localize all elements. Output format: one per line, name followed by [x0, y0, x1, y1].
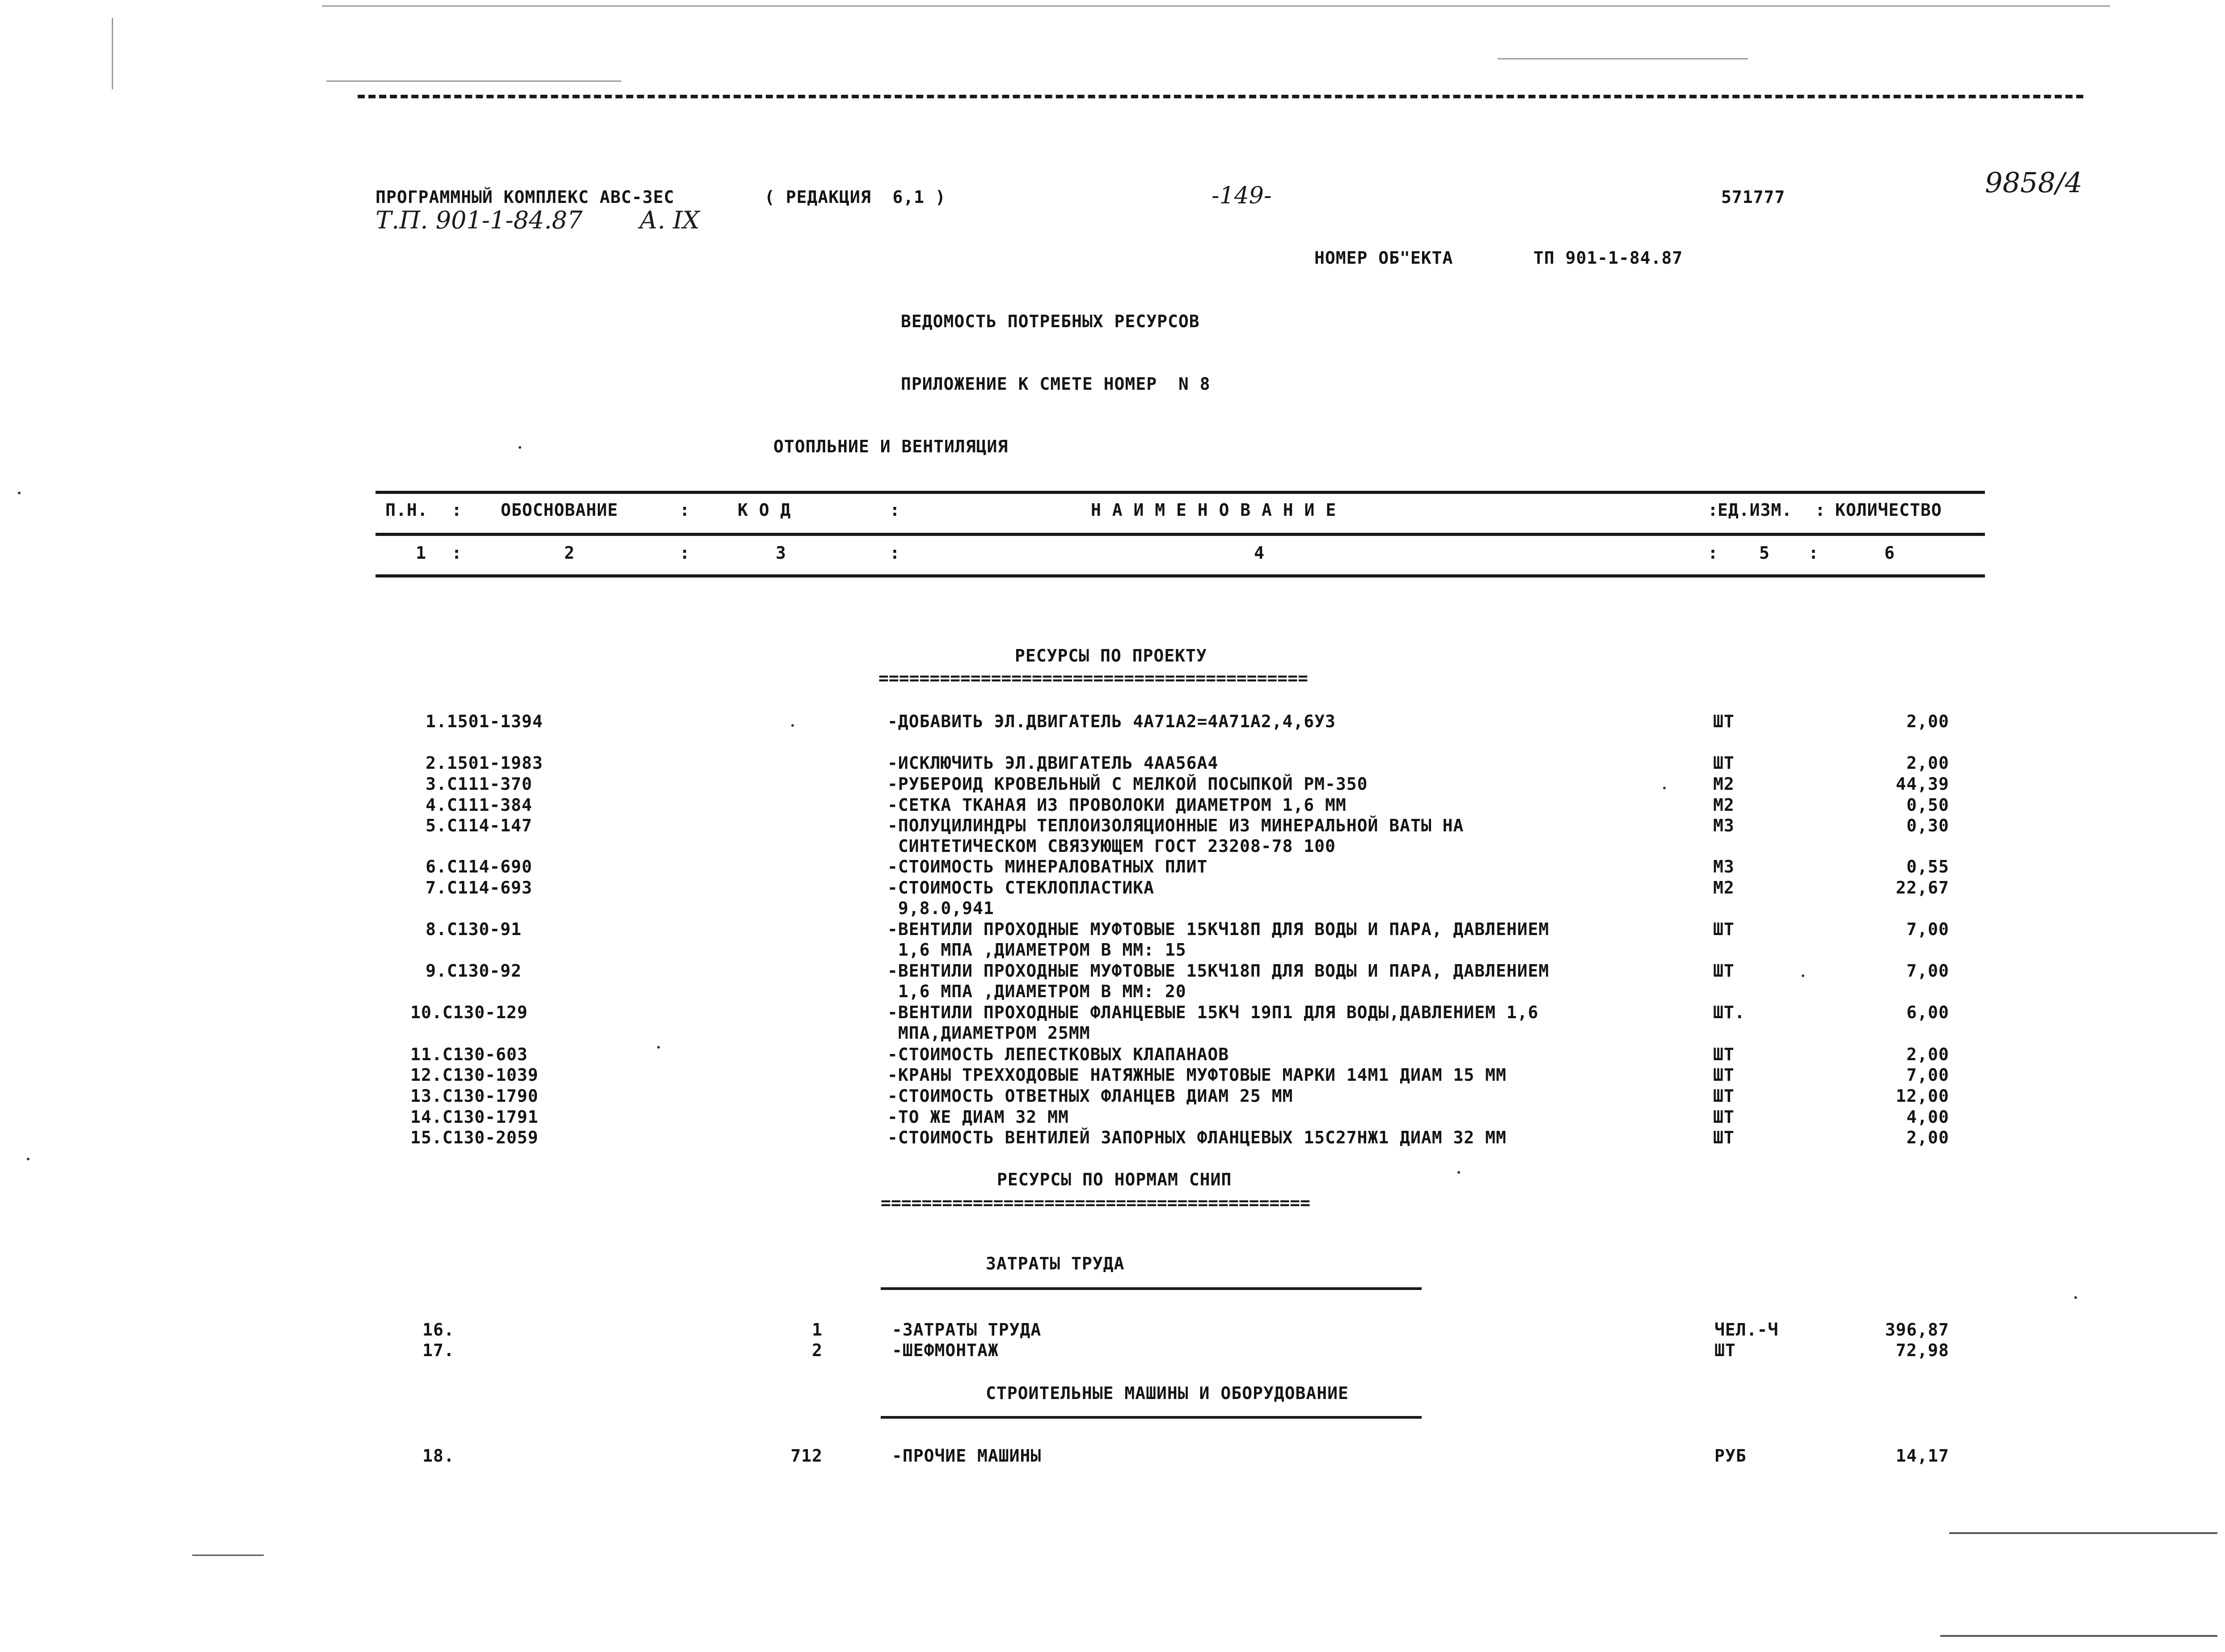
col-sep: :: [890, 500, 900, 520]
object-value: ТП 901-1-84.87: [1533, 248, 1683, 268]
row-unit: ШТ: [1713, 1107, 1735, 1127]
section-underline-labor: [881, 1287, 1422, 1290]
col-sep: :: [452, 500, 462, 520]
col-sep: :: [1808, 543, 1819, 563]
col-sep: :: [890, 543, 900, 563]
section-heading-machines: СТРОИТЕЛЬНЫЕ МАШИНЫ И ОБОРУДОВАНИЕ: [986, 1383, 1349, 1403]
col-number-6: 6: [1884, 543, 1895, 563]
col-sep: :: [1708, 543, 1718, 563]
row-code: 712: [790, 1446, 823, 1466]
row-name: -КРАНЫ ТРЕХХОДОВЫЕ НАТЯЖНЫЕ МУФТОВЫЕ МАРКИ 14М1 ДИАМ 15 ММ: [887, 1065, 1507, 1085]
col-header-pn: П.Н.: [385, 500, 428, 520]
appendix-title: ПРИЛОЖЕНИЕ К СМЕТЕ НОМЕР N 8: [901, 374, 1211, 394]
row-quantity: 7,00: [1906, 919, 1949, 939]
handwritten-tp: Т.П. 901-1-84.87: [376, 206, 583, 234]
left-margin-line: [112, 18, 113, 89]
section-heading-labor: ЗАТРАТЫ ТРУДА: [986, 1254, 1125, 1273]
section-underline-project: ==========================================: [878, 670, 1308, 687]
row-basis: 8.С130-91: [426, 919, 522, 939]
row-code: 2: [812, 1340, 823, 1360]
row-quantity: 0,55: [1906, 857, 1949, 877]
row-name: -ВЕНТИЛИ ПРОХОДНЫЕ ФЛАНЦЕВЫЕ 15КЧ 19П1 ДЛЯ ВОДЫ,ДАВЛЕНИЕМ 1,6: [887, 1003, 1539, 1022]
row-basis: 18.: [422, 1446, 455, 1466]
section-underline-machines: [881, 1416, 1422, 1419]
col-sep: :: [1815, 500, 1826, 520]
row-unit: ШТ: [1713, 1086, 1735, 1106]
row-basis: 1.1501-1394: [426, 712, 543, 731]
top-scan-dashes: [358, 95, 2083, 98]
bottom-right-line-2: [1940, 1635, 2217, 1637]
row-unit: РУБ: [1714, 1446, 1747, 1466]
scan-speck: [18, 492, 21, 494]
row-basis: 15.С130-2059: [410, 1128, 539, 1147]
row-basis: 13.С130-1790: [410, 1086, 539, 1106]
section-title: ОТОПЛЬНИЕ И ВЕНТИЛЯЦИЯ: [773, 437, 1009, 456]
row-basis: 5.С114-147: [426, 816, 532, 835]
row-name: -СТОИМОСТЬ ВЕНТИЛЕЙ ЗАПОРНЫХ ФЛАНЦЕВЫХ 15С27НЖ1 ДИАМ 32 ММ: [887, 1128, 1507, 1147]
handwritten-ref: 9858/4: [1985, 166, 2083, 199]
col-sep: :: [680, 543, 690, 563]
row-quantity: 14,17: [1896, 1446, 1949, 1466]
section-underline-snip: ==========================================: [881, 1194, 1310, 1211]
row-quantity: 2,00: [1906, 1045, 1949, 1064]
col-header-name: Н А И М Е Н О В А Н И Е: [1091, 500, 1337, 520]
row-name: -ДОБАВИТЬ ЭЛ.ДВИГАТЕЛЬ 4А71А2=4А71А2,4,6У3: [887, 712, 1336, 731]
col-sep: :: [680, 500, 690, 520]
col-header-unit: ЕД.ИЗМ.: [1718, 500, 1793, 520]
row-quantity: 396,87: [1885, 1320, 1949, 1340]
col-number-3: 3: [776, 543, 786, 563]
row-name: -ИСКЛЮЧИТЬ ЭЛ.ДВИГАТЕЛЬ 4АА56А4: [887, 753, 1219, 773]
row-name: -СЕТКА ТКАНАЯ ИЗ ПРОВОЛОКИ ДИАМЕТРОМ 1,6 ММ: [887, 795, 1347, 815]
row-quantity: 7,00: [1906, 961, 1949, 981]
handwritten-album: А. IX: [639, 206, 700, 234]
row-name: -РУБЕРОИД КРОВЕЛЬНЫЙ С МЕЛКОЙ ПОСЫПКОЙ РМ-350: [887, 774, 1368, 794]
row-name: -ТО ЖЕ ДИАМ 32 ММ: [887, 1107, 1069, 1127]
bottom-right-line: [1949, 1532, 2217, 1534]
row-unit: М3: [1713, 857, 1735, 877]
row-basis: 11.С130-603: [410, 1045, 528, 1064]
col-header-basis: ОБОСНОВАНИЕ: [501, 500, 618, 520]
row-name: -СТОИМОСТЬ СТЕКЛОПЛАСТИКА: [887, 878, 1154, 898]
top-faint-line-2: [326, 80, 621, 82]
row-name-continued: СИНТЕТИЧЕСКОМ СВЯЗУЮЩЕМ ГОСТ 23208-78 100: [887, 836, 1336, 856]
row-basis: 6.С114-690: [426, 857, 532, 877]
row-quantity: 2,00: [1906, 712, 1949, 731]
row-unit: М2: [1713, 774, 1735, 794]
row-name-continued: 9,8.0,941: [887, 898, 994, 918]
row-quantity: 2,00: [1906, 1128, 1949, 1147]
col-number-1: 1: [416, 543, 426, 563]
row-name: -ПОЛУЦИЛИНДРЫ ТЕПЛОИЗОЛЯЦИОННЫЕ ИЗ МИНЕРАЛЬНОЙ ВАТЫ НА: [887, 816, 1464, 835]
header-rule-top: [376, 491, 1985, 494]
row-name-continued: МПА,ДИАМЕТРОМ 25ММ: [887, 1023, 1090, 1043]
edition: ( РЕДАКЦИЯ 6,1 ): [764, 187, 946, 207]
row-name: -СТОИМОСТЬ ЛЕПЕСТКОВЫХ КЛАПАНАОВ: [887, 1045, 1229, 1064]
row-basis: 7.С114-693: [426, 878, 532, 898]
row-unit: ШТ: [1713, 712, 1735, 731]
row-unit: ШТ.: [1713, 1003, 1745, 1022]
row-quantity: 44,39: [1896, 774, 1949, 794]
row-unit: М2: [1713, 878, 1735, 898]
section-heading-snip: РЕСУРСЫ ПО НОРМАМ СНИП: [997, 1170, 1232, 1189]
col-header-code: К О Д: [738, 500, 791, 520]
row-quantity: 2,00: [1906, 753, 1949, 773]
row-name: -СТОИМОСТЬ ОТВЕТНЫХ ФЛАНЦЕВ ДИАМ 25 ММ: [887, 1086, 1293, 1106]
row-unit: ШТ: [1713, 1045, 1735, 1064]
row-unit: ШТ: [1713, 919, 1735, 939]
row-unit: ШТ: [1713, 1128, 1735, 1147]
program-name: ПРОГРАММНЫЙ КОМПЛЕКС АВС-3ЕС: [376, 187, 675, 207]
row-name: -ЗАТРАТЫ ТРУДА: [892, 1320, 1042, 1340]
row-unit: ШТ: [1713, 1065, 1735, 1085]
row-basis: 16.: [422, 1320, 455, 1340]
row-unit: М3: [1713, 816, 1735, 835]
row-unit: М2: [1713, 795, 1735, 815]
col-sep: :: [452, 543, 462, 563]
scan-speck: [657, 1046, 660, 1049]
col-sep: :: [1708, 500, 1718, 520]
col-number-4: 4: [1254, 543, 1265, 563]
row-basis: 4.С111-384: [426, 795, 532, 815]
row-quantity: 0,50: [1906, 795, 1949, 815]
row-quantity: 22,67: [1896, 878, 1949, 898]
scan-speck: [519, 446, 521, 449]
header-rule-bottom: [376, 574, 1985, 577]
row-name-continued: 1,6 МПА ,ДИАМЕТРОМ В ММ: 15: [887, 940, 1186, 960]
row-quantity: 12,00: [1896, 1086, 1949, 1106]
row-name: -ПРОЧИЕ МАШИНЫ: [892, 1446, 1042, 1466]
row-basis: 9.С130-92: [426, 961, 522, 981]
col-number-2: 2: [564, 543, 575, 563]
row-basis: 17.: [422, 1340, 455, 1360]
document-title: ВЕДОМОСТЬ ПОТРЕБНЫХ РЕСУРСОВ: [901, 312, 1200, 331]
row-unit: ШТ: [1713, 753, 1735, 773]
document-code: 571777: [1721, 187, 1786, 207]
row-quantity: 0,30: [1906, 816, 1949, 835]
bottom-left-line: [192, 1555, 264, 1556]
row-unit: ШТ: [1714, 1340, 1736, 1360]
object-label: НОМЕР ОБ"ЕКТА: [1314, 248, 1453, 268]
scan-speck: [2074, 1296, 2077, 1299]
row-quantity: 6,00: [1906, 1003, 1949, 1022]
row-name: -СТОИМОСТЬ МИНЕРАЛОВАТНЫХ ПЛИТ: [887, 857, 1208, 877]
row-basis: 2.1501-1983: [426, 753, 543, 773]
col-header-qty: КОЛИЧЕСТВО: [1835, 500, 1942, 520]
row-name: -ВЕНТИЛИ ПРОХОДНЫЕ МУФТОВЫЕ 15КЧ18П ДЛЯ ВОДЫ И ПАРА, ДАВЛЕНИЕМ: [887, 919, 1549, 939]
row-quantity: 7,00: [1906, 1065, 1949, 1085]
scan-speck: [791, 724, 794, 727]
row-unit: ШТ: [1713, 961, 1735, 981]
row-basis: 3.С111-370: [426, 774, 532, 794]
row-quantity: 4,00: [1906, 1107, 1949, 1127]
row-name: -ВЕНТИЛИ ПРОХОДНЫЕ МУФТОВЫЕ 15КЧ18П ДЛЯ ВОДЫ И ПАРА, ДАВЛЕНИЕМ: [887, 961, 1549, 981]
row-basis: 10.С130-129: [410, 1003, 528, 1022]
top-faint-line-3: [1498, 58, 1748, 59]
header-rule-mid: [376, 533, 1985, 536]
row-basis: 14.С130-1791: [410, 1107, 539, 1127]
row-name-continued: 1,6 МПА ,ДИАМЕТРОМ В ММ: 20: [887, 982, 1186, 1001]
row-code: 1: [812, 1320, 823, 1340]
top-faint-line: [322, 5, 2110, 7]
row-quantity: 72,98: [1896, 1340, 1949, 1360]
scan-speck: [1457, 1171, 1460, 1174]
scan-speck: [1663, 787, 1666, 789]
scan-speck: [1802, 974, 1804, 977]
page-number: -149-: [1212, 182, 1272, 209]
col-number-5: 5: [1759, 543, 1770, 563]
row-unit: ЧЕЛ.-Ч: [1714, 1320, 1779, 1340]
scan-speck: [27, 1158, 30, 1160]
row-name: -ШЕФМОНТАЖ: [892, 1340, 999, 1360]
section-heading-project: РЕСУРСЫ ПО ПРОЕКТУ: [1015, 646, 1207, 666]
row-basis: 12.С130-1039: [410, 1065, 539, 1085]
